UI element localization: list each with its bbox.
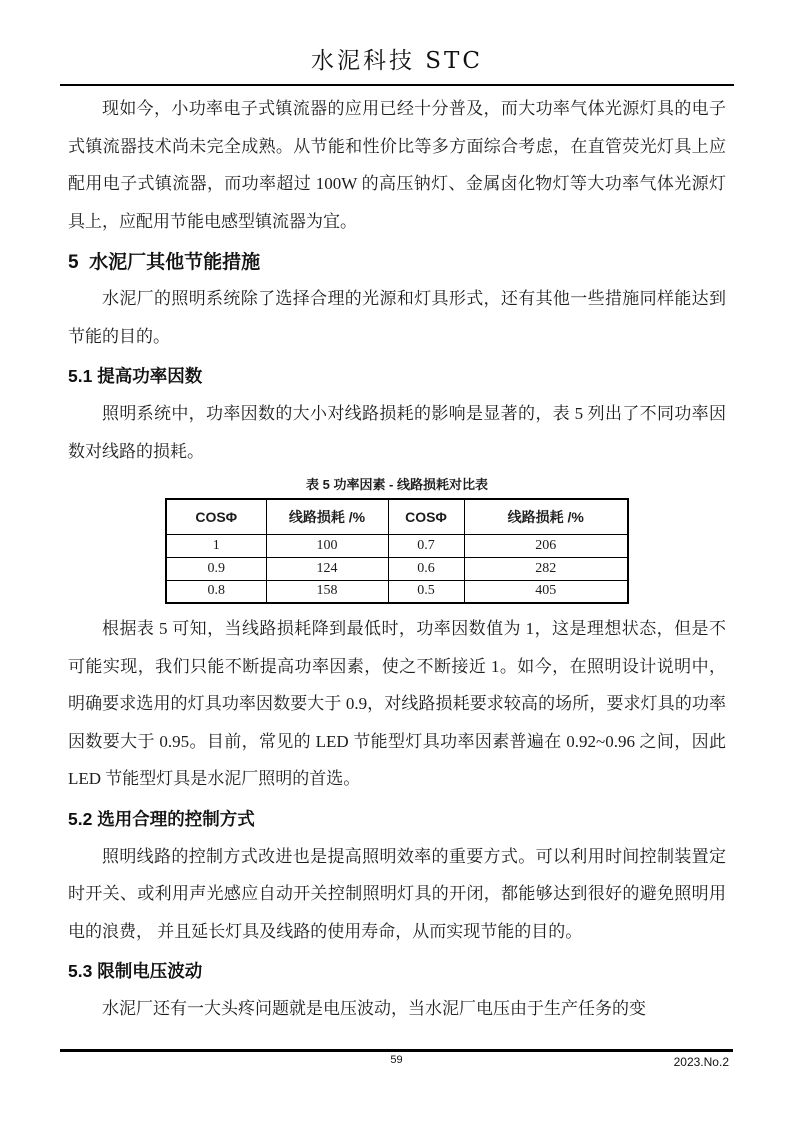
table-cell: 0.7 xyxy=(388,534,464,557)
table-header-cell: COSΦ xyxy=(388,499,464,534)
table-cell: 0.5 xyxy=(388,580,464,603)
section-5-1-paragraph-2: 根据表 5 可知，当线路损耗降到最低时，功率因数值为 1，这是理想状态，但是不可能实现，我们只能不断提高功率因素，使之不断接近 1。如今，在照明设计说明中，明确要求选用的灯具功率因数要大于 0.9，对线路损耗要求较高的场所，要求灯具的功率因数要大于 0.95。目前，常见的 LED 节能型灯具功率因素普遍在 0.92~0.96 之间，因此 LED 节能型灯具是水泥厂照明的首选。 xyxy=(68,619,731,788)
section-5-2-heading: 5.2 选用合理的控制方式 xyxy=(68,808,255,829)
issue-label: 2023.No.2 xyxy=(673,1055,729,1069)
table-5-caption: 表 5 功率因素 - 线路损耗对比表 xyxy=(305,477,488,492)
table-cell: 206 xyxy=(464,534,628,557)
table-cell: 405 xyxy=(464,580,628,603)
header-rule xyxy=(60,84,734,86)
table-cell: 1 xyxy=(166,534,266,557)
table-header-row xyxy=(166,499,628,534)
table-cell: 0.9 xyxy=(166,557,266,580)
table-row xyxy=(166,580,628,603)
table-row xyxy=(166,557,628,580)
section-5-3-heading: 5.3 限制电压波动 xyxy=(68,961,203,981)
section-5-heading: 5 水泥厂其他节能措施 xyxy=(68,252,261,273)
table-cell: 282 xyxy=(464,557,628,580)
section-5-1-heading: 5.1 提高功率因数 xyxy=(68,366,203,386)
table-cell: 124 xyxy=(266,557,388,580)
table-cell: 0.8 xyxy=(166,580,266,603)
section-5-1-paragraph-1: 照明系统中，功率因数的大小对线路损耗的影响是显著的，表 5 列出了不同功率因数对线路的损耗。 xyxy=(68,404,726,461)
table-header-cell: 线路损耗 /% xyxy=(464,499,628,534)
page-number: 59 xyxy=(390,1054,403,1066)
table-header-cell: COSΦ xyxy=(166,499,266,534)
section-5-paragraph: 水泥厂的照明系统除了选择合理的光源和灯具形式，还有其他一些措施同样能达到节能的目的。 xyxy=(68,289,726,346)
table-cell: 100 xyxy=(266,534,388,557)
table-row xyxy=(166,534,628,557)
table-5 xyxy=(165,498,629,604)
page-footer xyxy=(60,1049,733,1074)
footer-rule xyxy=(60,1049,733,1052)
table-header-cell: 线路损耗 /% xyxy=(266,499,388,534)
table-cell: 0.6 xyxy=(388,557,464,580)
footer-row xyxy=(60,1054,733,1074)
table-cell: 158 xyxy=(266,580,388,603)
section-5-3-paragraph: 水泥厂还有一大头疼问题就是电压波动，当水泥厂电压由于生产任务的变 xyxy=(102,999,646,1018)
intro-paragraph: 现如今，小功率电子式镇流器的应用已经十分普及，而大功率气体光源灯具的电子式镇流器技术尚未完全成熟。从节能和性价比等多方面综合考虑，在直管荧光灯具上应配用电子式镇流器，而功率超过 100W 的高压钠灯、金属卤化物灯等大功率气体光源灯具上，应配用节能电感型镇流器为宜。 xyxy=(68,99,726,231)
journal-title: 水泥科技 STC xyxy=(310,48,483,74)
section-5-2-paragraph: 照明线路的控制方式改进也是提高照明效率的重要方式。可以利用时间控制装置定时开关、或利用声光感应自动开关控制照明灯具的开闭，都能够达到很好的避免照明用电的浪费， 并且延长灯具及线路的使用寿命，从而实现节能的目的。 xyxy=(68,846,726,941)
